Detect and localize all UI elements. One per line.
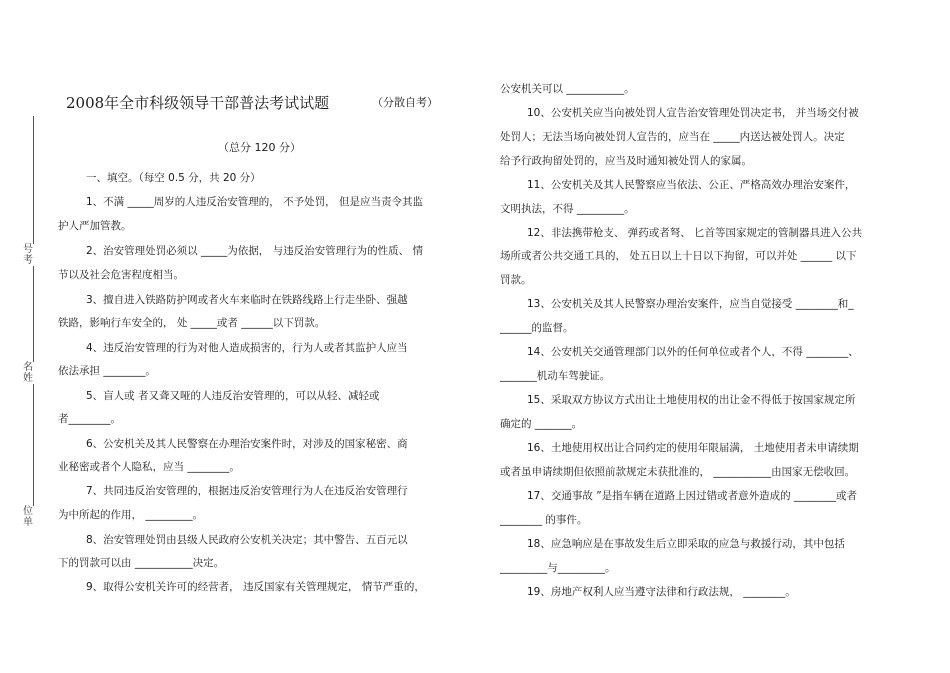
left-column-line: 为中所起的作用， _________。 bbox=[58, 509, 204, 521]
left-column-line: 1、不满 _____周岁的人违反治安管理的， 不予处罚， 但是应当责令其监 bbox=[86, 196, 423, 208]
left-column-line: 3、擅自进入铁路防护网或者火车来临时在铁路线路上行走坐卧、强越 bbox=[86, 294, 408, 306]
right-column-line: 16、土地使用权出让合同约定的使用年限届满， 土地使用者未申请续期 bbox=[527, 442, 859, 454]
left-column-line: 一、填空。（每空 0.5 分，共 20 分） bbox=[86, 172, 261, 184]
right-column-line: 或者虽申请续期但依照前款规定未获批准的， ___________由国家无偿收回。 bbox=[500, 466, 856, 478]
right-column-line: ________ 的事件。 bbox=[500, 514, 588, 526]
right-column-line: _______机动车驾驶证。 bbox=[500, 370, 611, 382]
left-column-line: 6、公安机关及其人民警察在办理治安案件时，对涉及的国家秘密、商 bbox=[86, 438, 408, 450]
right-column-line: 19、房地产权利人应当遵守法律和行政法规， ________。 bbox=[527, 586, 796, 598]
right-column-line: 确定的 _______。 bbox=[500, 418, 583, 430]
right-column-line: 处罚人；无法当场向被处罚人宣告的，应当在 _____内送达被处罚人。决定 bbox=[500, 131, 845, 143]
left-column-line: 下的罚款可以由 ___________决定。 bbox=[58, 557, 225, 569]
right-column-line: 15、采取双方协议方式出让土地使用权的出让金不得低于按国家规定所 bbox=[527, 394, 856, 406]
right-column-line: 12、非法携带枪支、 弹药或者弩、 匕首等国家规定的管制器具进入公共 bbox=[527, 227, 863, 239]
left-column-line: 9、取得公安机关许可的经营者， 违反国家有关管理规定， 情节严重的， bbox=[86, 581, 425, 593]
exam-subtitle: （分散自考） bbox=[372, 96, 438, 109]
right-column-line: _________与_________。 bbox=[500, 562, 616, 574]
right-column-line: 18、应急响应是在事故发生后立即采取的应急与救援行动，其中包括 bbox=[527, 538, 845, 550]
left-column-line: 7、共同违反治安管理的，根据违反治安管理行为人在违反治安管理行 bbox=[86, 485, 408, 497]
right-column-line: 11、公安机关及其人民警察应当依法、公正、严格高效办理治安案件， bbox=[527, 179, 856, 191]
left-column-line: 护人严加管教。 bbox=[58, 220, 132, 232]
left-column-line: 4、违反治安管理的行为对他人造成损害的，行为人或者其监护人应当 bbox=[86, 342, 408, 354]
right-column-line: 10、公安机关应当向被处罚人宣告治安管理处罚决定书， 并当场交付被 bbox=[527, 107, 859, 119]
left-column-line: 铁路，影响行车安全的， 处 _____或者 ______以下罚款。 bbox=[58, 317, 326, 329]
left-column-line: 2、治安管理处罚必须以 _____为依据， 与违反治安管理行为的性质、 情 bbox=[86, 245, 423, 257]
binding-line bbox=[33, 116, 34, 516]
right-column-line: 给予行政拘留处罚的，应当及时通知被处罚人的家属。 bbox=[500, 155, 752, 167]
total-score: （总分 120 分） bbox=[218, 141, 301, 154]
right-column-line: 13、公安机关及其人民警察办理治安案件，应当自觉接受 ________和_ bbox=[527, 298, 854, 310]
left-column-line: 5、盲人或 者又聋又哑的人违反治安管理的，可以从轻、减轻或 bbox=[86, 390, 380, 402]
exam-title: 2008年全市科级领导干部普法考试试题 bbox=[66, 94, 330, 112]
right-column-line: 场所或者公共交通工具的， 处五日以上十日以下拘留，可以并处 ______ 以下 bbox=[500, 250, 857, 262]
right-column-line: 17、交通事故 ”是指车辆在道路上因过错或者意外造成的 ________或者 bbox=[527, 490, 857, 502]
left-column-line: 依法承担 ________。 bbox=[58, 365, 156, 377]
right-column-line: ______的监督。 bbox=[500, 322, 574, 334]
right-column-line: 文明执法，不得 _________。 bbox=[500, 203, 635, 215]
right-column-line: 罚款。 bbox=[500, 274, 532, 286]
side-label-unit: 位单 bbox=[23, 506, 33, 528]
left-column-line: 业秘密或者个人隐私，应当 ________。 bbox=[58, 461, 240, 473]
side-label-name: 名姓 bbox=[23, 362, 33, 384]
left-column-line: 8、治安管理处罚由县级人民政府公安机关决定；其中警告、五百元以 bbox=[86, 534, 408, 546]
side-label-exam-number: 号考 bbox=[23, 244, 33, 266]
left-column-line: 节以及社会危害程度相当。 bbox=[58, 269, 184, 281]
left-column-line: 者________。 bbox=[58, 413, 121, 425]
right-column-line: 公安机关可以 ___________。 bbox=[500, 83, 635, 95]
right-column-line: 14、公安机关交通管理部门以外的任何单位或者个人，不得 ________、 bbox=[527, 346, 859, 358]
